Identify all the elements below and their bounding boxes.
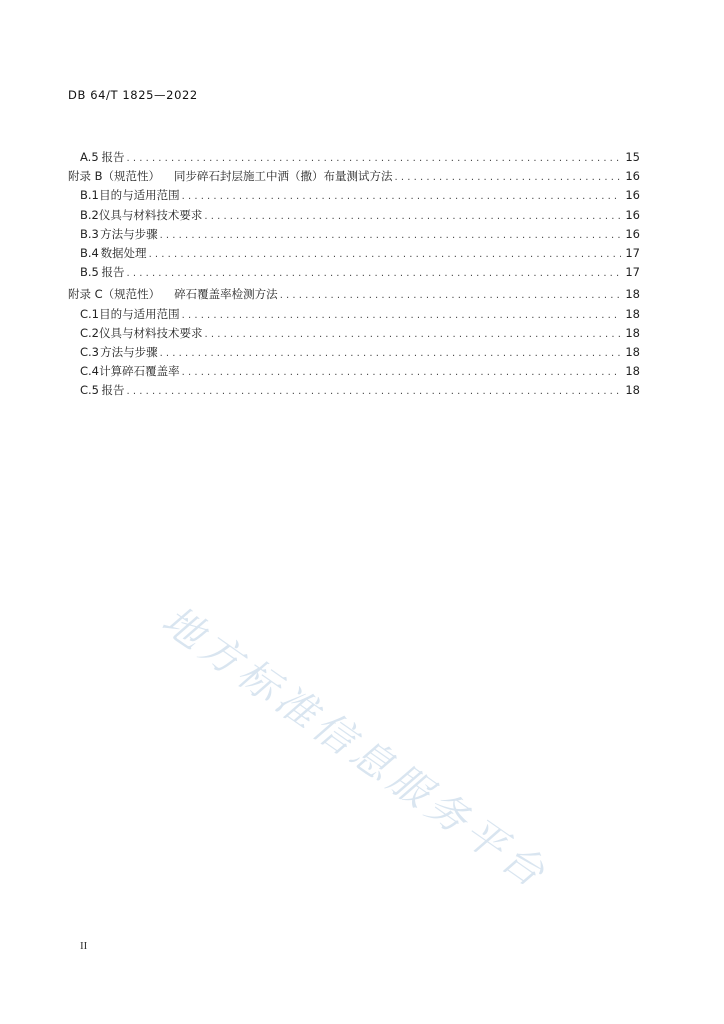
toc-entry-page: 16 [625,188,640,203]
toc-entry-b1[interactable] [68,186,640,205]
toc-entry-page: 17 [625,265,640,280]
dot-leader [182,306,622,325]
dot-leader [127,382,622,401]
toc-entry-c2[interactable] [68,324,640,343]
toc-entry-page: 16 [625,207,640,222]
toc-entry-number: C.3 [80,344,100,359]
toc-entry-appendix-b[interactable] [68,167,640,186]
toc-entry-b3[interactable] [68,225,640,244]
toc-entry-page: 18 [625,344,640,359]
toc-entry-title: 方法与步骤 [100,344,158,359]
toc-entry-title: 目的与适用范围 [99,306,180,321]
toc-entry-number: C.4 [80,364,100,379]
toc-entry-c4[interactable] [68,362,640,381]
toc-entry-c1[interactable] [68,305,640,324]
dot-leader [205,325,622,344]
toc-entry-title: 方法与步骤 [100,226,158,241]
dot-leader [149,245,622,264]
toc-entry-number: 附录 B（规范性） [68,169,161,184]
toc-entry-c5[interactable] [68,381,640,400]
toc-entry-page: 18 [625,287,640,302]
toc-entry-c3[interactable] [68,343,640,362]
toc-entry-number: C.1 [80,306,100,321]
toc-entry-page: 18 [625,383,640,398]
toc-entry-number: 附录 C（规范性） [68,287,161,302]
toc-entry-page: 18 [625,325,640,340]
dot-leader [280,286,622,305]
toc-entry-number: B.2 [80,207,99,222]
toc-entry-b5[interactable] [68,263,640,282]
dot-leader [160,226,622,245]
toc-entry-title: 同步碎石封层施工中洒（撒）布量测试方法 [174,169,393,184]
toc-entry-number: A.5 [80,150,99,164]
toc-entry-b2[interactable] [68,206,640,225]
dot-leader [182,187,622,206]
toc-entry-title: 计算碎石覆盖率 [99,364,180,379]
toc-entry-title: 目的与适用范围 [99,188,180,203]
toc-entry-appendix-c[interactable] [68,285,640,304]
table-of-contents [68,148,640,400]
dot-leader [127,264,622,283]
document-code: DB 64/T 1825—2022 [68,88,198,102]
dot-leader [182,363,622,382]
toc-entry-title: 报告 [101,150,125,164]
dot-leader [160,344,622,363]
toc-entry-title: 仪具与材料技术要求 [99,325,203,340]
toc-entry-number: B.1 [80,188,99,203]
page-number: II [80,940,88,952]
toc-entry-page: 18 [625,364,640,379]
toc-entry-number: B.4 [80,245,99,260]
dot-leader [127,149,622,168]
watermark: 地方标准信息服务平台 [153,597,557,899]
toc-entry-title: 报告 [101,265,125,280]
toc-entry-page: 15 [625,150,640,164]
toc-entry-title: 报告 [101,383,125,398]
dot-leader [204,207,621,226]
toc-entry-title: 碎石覆盖率检测方法 [174,287,278,302]
toc-entry-number: C.5 [80,383,100,398]
toc-entry-title: 数据处理 [100,245,147,260]
toc-entry-a5[interactable] [68,148,640,167]
toc-entry-b4[interactable] [68,244,640,263]
toc-entry-number: B.3 [80,226,99,241]
toc-entry-page: 17 [625,245,640,260]
toc-entry-number: C.2 [80,325,100,340]
dot-leader [395,168,622,187]
toc-entry-page: 18 [625,306,640,321]
toc-entry-number: B.5 [80,265,99,280]
toc-entry-page: 16 [625,226,640,241]
toc-entry-page: 16 [625,169,640,184]
toc-entry-title: 仪具与材料技术要求 [98,207,203,222]
